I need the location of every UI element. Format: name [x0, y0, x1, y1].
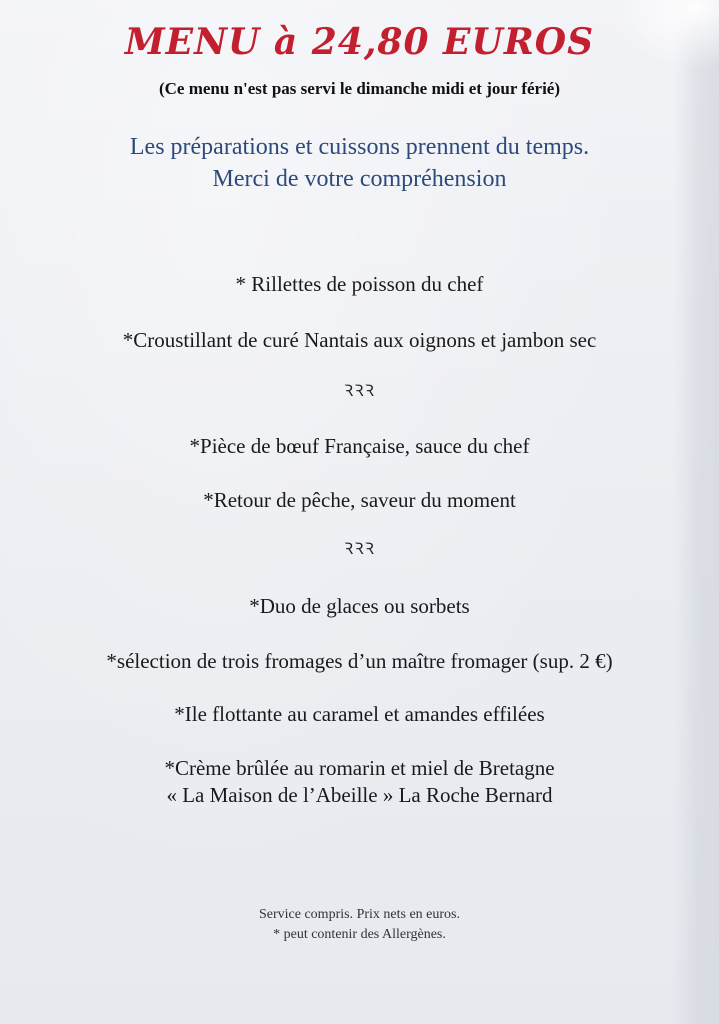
notice-line-1: Les préparations et cuissons prennent du temps.	[129, 134, 590, 160]
dessert-item: *sélection de trois fromages d’un maître fromager (sup. 2 €)	[106, 649, 613, 673]
main-course-item: *Retour de pêche, saveur du moment	[203, 488, 516, 512]
main-course-item: *Pièce de bœuf Française, sauce du chef	[189, 434, 530, 458]
menu-subtitle: (Ce menu n'est pas servi le dimanche midi et jour férié)	[158, 79, 560, 98]
section-separator: ꝚꝚꝚ	[343, 383, 376, 400]
menu-title: MENU à 24,80 EUROS	[124, 21, 595, 63]
footer-service-note: Service compris. Prix nets en euros.	[258, 907, 460, 922]
dessert-item: *Duo de glaces ou sorbets	[249, 594, 470, 618]
footer-allergen-note: * peut contenir des Allergènes.	[273, 927, 446, 942]
dessert-item: *Ile flottante au caramel et amandes effilées	[174, 702, 545, 726]
starter-item: *Croustillant de curé Nantais aux oignons et jambon sec	[122, 328, 597, 352]
dessert-item-origin: « La Maison de l’Abeille » La Roche Bernard	[166, 783, 553, 807]
dessert-item: *Crème brûlée au romarin et miel de Bretagne	[164, 756, 555, 780]
starter-item: * Rillettes de poisson du chef	[235, 272, 484, 296]
section-separator: ꝚꝚꝚ	[343, 541, 376, 558]
notice-line-2: Merci de votre compréhension	[212, 166, 507, 192]
